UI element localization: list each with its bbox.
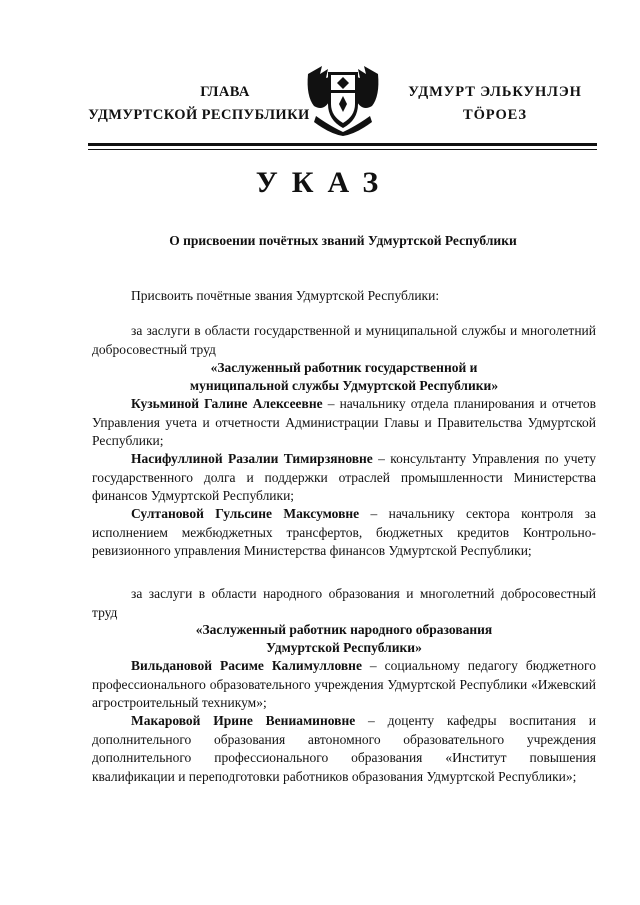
header-rule-thin bbox=[88, 149, 597, 150]
header-right-line2: ТӦРОЕЗ bbox=[463, 107, 527, 123]
recipient-position: – начальнику сектора контроля за исполнением межбюджетных трансфертов, бюджетных кредитов Контрольно-ревизионного управления Министерства финансов Удмуртской Республики; bbox=[92, 506, 596, 558]
recipient-name: Макаровой Ирине Вениаминовне bbox=[131, 713, 356, 728]
section1-award-line2: муниципальной службы Удмуртской Республики» bbox=[189, 378, 499, 393]
section2-merit: за заслуги в области народного образования и многолетний добросовестный труд bbox=[92, 586, 596, 620]
header-rule-thick bbox=[88, 143, 597, 146]
header-left-line1: ГЛАВА bbox=[200, 84, 250, 100]
recipient-entry bbox=[92, 657, 596, 713]
intro-text: Присвоить почётные звания Удмуртской Республики: bbox=[131, 288, 440, 303]
recipient-entry bbox=[92, 712, 596, 786]
recipient-entry bbox=[92, 505, 596, 561]
coat-of-arms-icon bbox=[300, 60, 386, 138]
recipient-name: Кузьминой Галине Алексеевне bbox=[131, 396, 323, 411]
recipient-position: – доценту кафедры воспитания и дополнительного образования автономного образовательного учреждения дополнительного профессионального образования «Институт повышения квалификации и переподготовки работников образования Удмуртской Республики»; bbox=[92, 713, 596, 784]
header-right-line1: УДМУРТ ЭЛЬКУНЛЭН bbox=[408, 84, 582, 100]
recipient-entry bbox=[92, 395, 596, 451]
recipient-position: – социальному педагогу бюджетного профессионального образовательного учреждения Удмуртской Республики «Ижевский агростроительный техникум»; bbox=[92, 658, 597, 710]
document-title: УКАЗ bbox=[255, 166, 393, 199]
recipient-position: – начальнику отдела планирования и отчетов Управления учета и отчетности Администрации Главы и Правительства Удмуртской Республики; bbox=[92, 396, 597, 448]
section1-award-line1: «Заслуженный работник государственной и bbox=[210, 360, 478, 375]
section2-award-line1: «Заслуженный работник народного образования bbox=[195, 622, 493, 637]
recipient-name: Насифуллиной Разалии Тимирзяновне bbox=[131, 451, 373, 466]
section1-merit: за заслуги в области государственной и муниципальной службы и многолетний добросовестный труд bbox=[92, 323, 596, 357]
recipient-name: Султановой Гульсине Максумовне bbox=[131, 506, 360, 521]
document-subject: О присвоении почётных званий Удмуртской Республики bbox=[169, 233, 517, 248]
header-left-line2: УДМУРТСКОЙ РЕСПУБЛИКИ bbox=[88, 107, 310, 123]
recipient-position: – консультанту Управления по учету государственного долга и поддержки отраслей промышленности Министерства финансов Удмуртской Республики; bbox=[92, 451, 596, 503]
section2-award-line2: Удмуртской Республики» bbox=[266, 640, 422, 655]
recipient-name: Вильдановой Расиме Калимулловне bbox=[131, 658, 362, 673]
recipient-entry bbox=[92, 450, 596, 506]
